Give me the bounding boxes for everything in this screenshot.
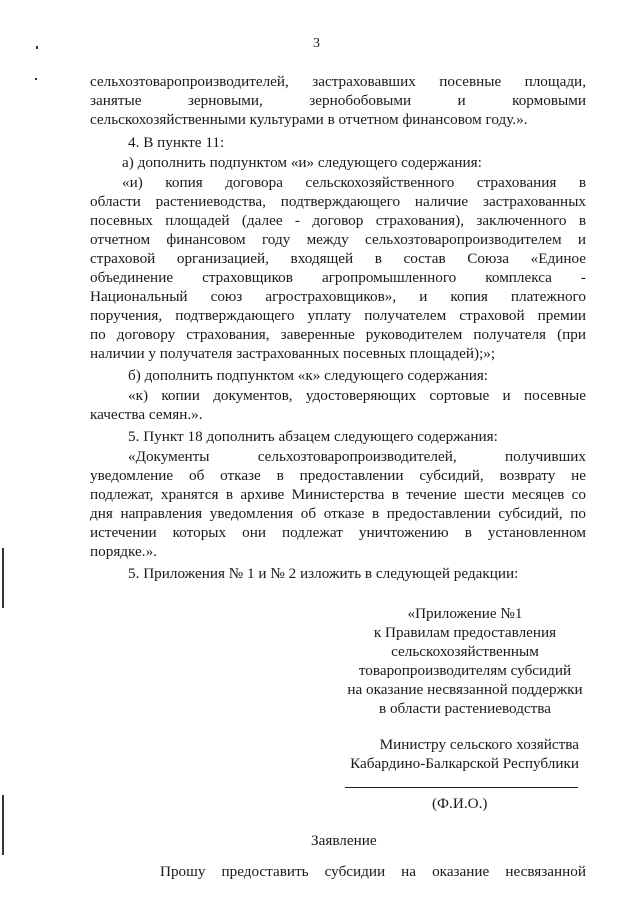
signature-caption: (Ф.И.О.) <box>432 795 488 812</box>
body-line: 5. Приложения № 1 и № 2 изложить в следующей редакции: <box>128 565 519 582</box>
body-line: страховой организацией, входящей в состав Союза «Единое <box>90 250 586 267</box>
body-line: дня направления уведомления об отказе в предоставлении субсидий, по <box>90 505 586 522</box>
body-line: уведомление об отказе в предоставлении субсидий, возврату не <box>90 467 586 484</box>
body-line: наличии у получателя застрахованных посевных площадей);»; <box>90 345 496 362</box>
body-line: «Документы сельхозтоваропроизводителей, получивших <box>128 448 586 465</box>
body-line: истечении которых они подлежат уничтожению в установленном <box>90 524 586 541</box>
body-line: отчетном финансовом году между сельхозтоваропроизводителем и <box>90 231 586 248</box>
body-line: объединение страховщиков агропромышленного комплекса - <box>90 269 586 286</box>
annex-line: «Приложение №1 <box>407 605 523 622</box>
body-line: «и) копия договора сельскохозяйственного страхования в <box>122 174 586 191</box>
body-line: области растениеводства, подтверждающего наличие застрахованных <box>90 193 586 210</box>
annex-line: на оказание несвязанной поддержки <box>347 681 583 698</box>
annex-line: в области растениеводства <box>378 700 552 717</box>
body-line: «к) копии документов, удостоверяющих сортовые и посевные <box>128 387 586 404</box>
scan-mark <box>2 795 4 855</box>
body-line: 5. Пункт 18 дополнить абзацем следующего содержания: <box>128 428 498 445</box>
addressee-line: Кабардино-Балкарской Республики <box>350 755 579 772</box>
annex-line: товаропроизводителям субсидий <box>358 662 572 679</box>
body-line: а) дополнить подпунктом «и» следующего содержания: <box>122 154 482 171</box>
body-line: подлежат, хранятся в архиве Министерства в течение шести месяцев со <box>90 486 586 503</box>
body-line: порядке.». <box>90 543 157 560</box>
annex-line: к Правилам предоставления <box>373 624 557 641</box>
body-line: б) дополнить подпунктом «к» следующего содержания: <box>128 367 489 384</box>
signature-rule <box>345 787 578 788</box>
scan-mark <box>35 78 37 80</box>
body-line: поручения, подтверждающего уплату получателем страховой премии <box>90 307 586 324</box>
body-line: сельскохозяйственными культурами в отчетном финансовом году.». <box>90 111 528 128</box>
body-line: качества семян.». <box>90 406 203 423</box>
body-line: Прошу предоставить субсидии на оказание несвязанной <box>160 863 586 880</box>
document-heading: Заявление <box>311 832 377 849</box>
body-line: занятые зерновыми, зернобобовыми и кормовыми <box>90 92 586 109</box>
annex-line: сельскохозяйственным <box>391 643 539 660</box>
scan-mark <box>36 46 38 49</box>
body-line: по договору страхования, заверенные руководителем получателя (при <box>90 326 586 343</box>
body-line: посевных площадей (далее - договор страхования), заключенного в <box>90 212 586 229</box>
body-line: Национальный союз агростраховщиков», и копия платежного <box>90 288 586 305</box>
body-line: сельхозтоваропроизводителей, застраховавших посевные площади, <box>90 73 586 90</box>
addressee-line: Министру сельского хозяйства <box>379 736 579 753</box>
body-line: 4. В пункте 11: <box>128 134 225 151</box>
page-number: 3 <box>313 36 320 51</box>
scan-mark <box>2 548 4 608</box>
